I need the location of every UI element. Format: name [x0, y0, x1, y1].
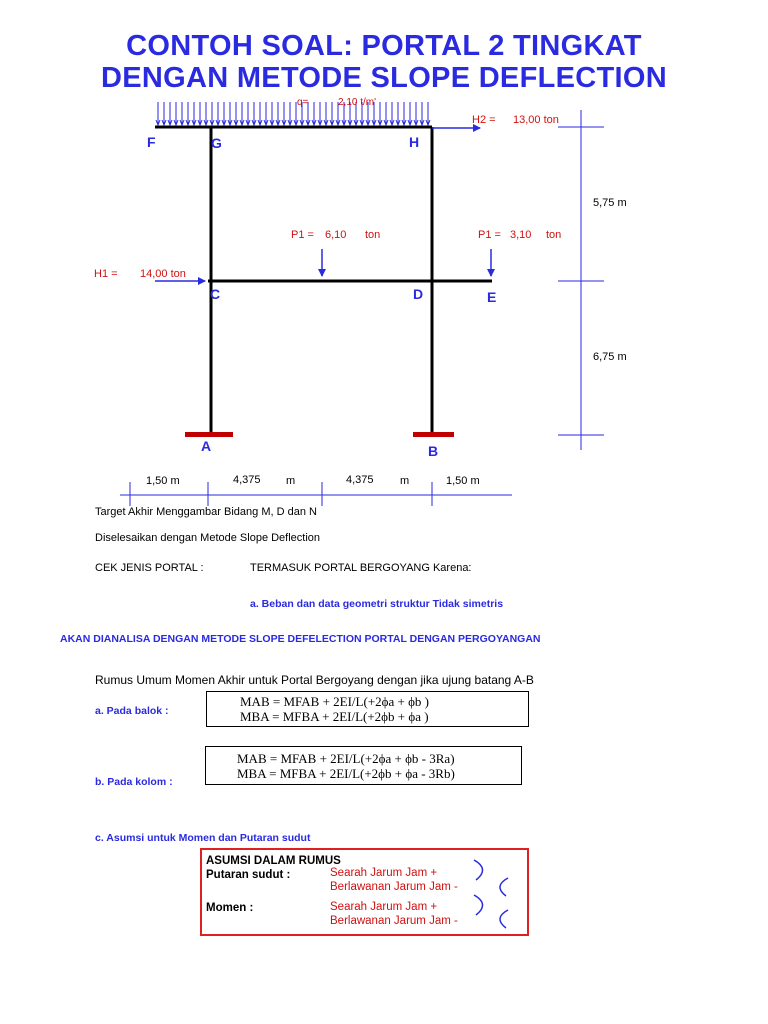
support-B	[413, 432, 454, 437]
target-text: Target Akhir Menggambar Bidang M, D dan N	[95, 506, 317, 518]
dim-span-left: 1,50 m	[146, 475, 180, 487]
q-label: q=	[297, 97, 309, 108]
dim-upper-height: 5,75 m	[593, 197, 627, 209]
h2-value: 13,00 ton	[513, 114, 559, 126]
dim-span-mid1-value: 4,375	[233, 474, 261, 486]
node-H: H	[409, 134, 420, 150]
clockwise-arc-icon	[474, 860, 483, 880]
node-F: F	[147, 134, 156, 150]
asumsi-label: c. Asumsi untuk Momen dan Putaran sudut	[95, 832, 311, 844]
rumus-umum-text: Rumus Umum Momen Akhir untuk Portal Bergoyang dengan jika ujung batang A-B	[95, 673, 534, 687]
formula-kolom-line1: MAB = MFAB + 2EI/L(+2ϕa + ϕb - 3Ra)	[237, 751, 455, 766]
clockwise-arc-icon	[474, 895, 483, 915]
method-text: Diselesaikan dengan Metode Slope Deflection	[95, 532, 321, 544]
analysis-heading: AKAN DIANALISA DENGAN METODE SLOPE DEFELECTION PORTAL DENGAN PERGOYANGAN	[60, 633, 541, 645]
vertical-dimension	[558, 110, 604, 450]
formula-balok-line2: MBA = MFBA + 2EI/L(+2ϕb + ϕa )	[240, 709, 429, 724]
putaran-label: Putaran sudut :	[206, 869, 291, 881]
distributed-load-arrows	[156, 102, 430, 125]
dim-span-mid2-value: 4,375	[346, 474, 374, 486]
page-title-line2: DENGAN METODE SLOPE DEFLECTION	[101, 62, 667, 94]
dim-span-mid1-unit: m	[286, 475, 296, 487]
counterclockwise-arc-icon	[500, 878, 508, 896]
node-E: E	[487, 289, 497, 305]
p1-unit: ton	[365, 229, 381, 241]
cek-label: CEK JENIS PORTAL :	[95, 562, 204, 574]
q-value: 2,10 t/m'	[338, 97, 377, 108]
formula-balok-line1: MAB = MFAB + 2EI/L(+2ϕa + ϕb )	[240, 694, 430, 709]
momen-ccw: Berlawanan Jarum Jam -	[330, 915, 458, 927]
p1-label: P1 =	[291, 229, 314, 241]
p2-unit: ton	[546, 229, 562, 241]
putaran-ccw: Berlawanan Jarum Jam -	[330, 881, 458, 893]
putaran-cw: Searah Jarum Jam +	[330, 867, 438, 879]
p2-label: P1 =	[478, 229, 501, 241]
pada-balok-label: a. Pada balok :	[95, 705, 169, 717]
portal-frame	[155, 127, 492, 435]
cek-value: TERMASUK PORTAL BERGOYANG Karena:	[250, 562, 472, 574]
formula-kolom-line2: MBA = MFBA + 2EI/L(+2ϕb + ϕa - 3Rb)	[237, 766, 455, 781]
h1-label: H1 =	[94, 268, 118, 280]
support-A	[185, 432, 233, 437]
pada-kolom-label: b. Pada kolom :	[95, 776, 173, 788]
dim-span-mid2-unit: m	[400, 475, 410, 487]
p2-value: 3,10	[510, 229, 532, 241]
rotation-symbols	[202, 850, 527, 934]
asumsi-title: ASUMSI DALAM RUMUS	[206, 855, 341, 867]
page-title-line1: CONTOH SOAL: PORTAL 2 TINGKAT	[126, 30, 642, 62]
reason-a: a. Beban dan data geometri struktur Tidak simetris	[250, 598, 504, 610]
p1-value: 6,10	[325, 229, 347, 241]
formula-box-kolom	[205, 746, 522, 785]
h2-label: H2 =	[472, 114, 496, 126]
node-B: B	[428, 443, 439, 459]
h1-value: 14,00 ton	[140, 268, 186, 280]
momen-cw: Searah Jarum Jam +	[330, 901, 438, 913]
formula-box-balok	[206, 691, 529, 727]
asumsi-box	[200, 848, 529, 936]
counterclockwise-arc-icon	[500, 910, 508, 928]
node-G: G	[211, 135, 222, 151]
node-D: D	[413, 286, 424, 302]
node-C: C	[210, 286, 221, 302]
dim-lower-height: 6,75 m	[593, 351, 627, 363]
momen-label: Momen :	[206, 902, 254, 914]
node-A: A	[201, 438, 212, 454]
dim-span-right: 1,50 m	[446, 475, 480, 487]
